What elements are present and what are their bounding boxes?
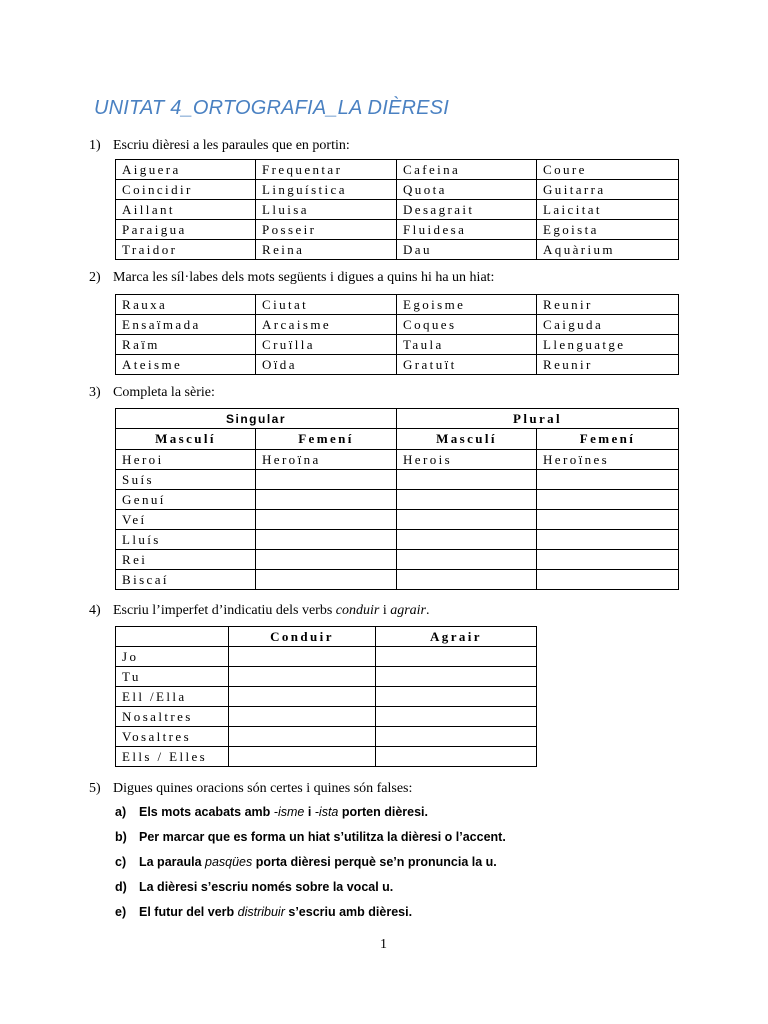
statement-italic: -ista xyxy=(314,805,339,819)
table-row xyxy=(116,727,537,747)
table-row xyxy=(116,180,679,200)
word-cell[interactable]: Rauxa xyxy=(116,295,256,315)
table-row xyxy=(116,510,679,530)
question-number: 3) xyxy=(89,385,101,400)
word-cell: Rei xyxy=(116,550,256,570)
answer-cell[interactable] xyxy=(537,570,679,590)
word-cell[interactable]: Guitarra xyxy=(537,180,679,200)
word-cell[interactable]: Ciutat xyxy=(256,295,397,315)
table-row xyxy=(116,687,537,707)
answer-cell[interactable] xyxy=(397,510,537,530)
statement-italic: -isme xyxy=(273,805,305,819)
word-cell[interactable]: Egoisme xyxy=(397,295,537,315)
table-header-row xyxy=(116,409,679,429)
table-row xyxy=(116,450,679,470)
word-cell: Veí xyxy=(116,510,256,530)
word-cell[interactable]: Oïda xyxy=(256,355,397,375)
word-cell[interactable]: Aiguera xyxy=(116,160,256,180)
word-cell: Heroi xyxy=(116,450,256,470)
question-text: Marca les síl·labes dels mots següents i digues a quins hi ha un hiat: xyxy=(113,270,495,285)
statement-e[interactable] xyxy=(115,905,412,919)
header-agrair: Agrair xyxy=(376,627,537,647)
question-text: i xyxy=(379,603,391,618)
answer-cell[interactable] xyxy=(256,510,397,530)
answer-cell[interactable] xyxy=(256,470,397,490)
statement-letter: d) xyxy=(115,880,127,894)
answer-cell[interactable] xyxy=(256,570,397,590)
statement-text: s’escriu amb dièresi. xyxy=(284,905,413,919)
question-4 xyxy=(89,603,430,619)
answer-cell[interactable] xyxy=(397,490,537,510)
answer-cell[interactable] xyxy=(256,550,397,570)
table-row xyxy=(116,747,537,767)
question-3 xyxy=(89,385,215,401)
word-cell[interactable]: Laicitat xyxy=(537,200,679,220)
word-cell[interactable]: Quota xyxy=(397,180,537,200)
answer-cell[interactable] xyxy=(397,550,537,570)
word-cell[interactable]: Taula xyxy=(397,335,537,355)
word-cell: Suís xyxy=(116,470,256,490)
answer-cell[interactable] xyxy=(397,570,537,590)
table-row xyxy=(116,470,679,490)
table-row xyxy=(116,295,679,315)
table-series xyxy=(115,408,679,590)
pronoun-cell: Ells / Elles xyxy=(116,747,229,767)
statement-text: i xyxy=(304,805,315,819)
word-cell[interactable]: Lluisa xyxy=(256,200,397,220)
pronoun-cell: Ell /Ella xyxy=(116,687,229,707)
word-cell: Heroïna xyxy=(256,450,397,470)
verb-conduir: conduir xyxy=(335,603,380,618)
statement-b[interactable] xyxy=(115,830,506,844)
question-text: Escriu l’imperfet d’indicatiu dels verbs xyxy=(113,603,336,618)
table-row xyxy=(116,355,679,375)
answer-cell[interactable] xyxy=(376,707,537,727)
word-cell[interactable]: Traidor xyxy=(116,240,256,260)
answer-cell[interactable] xyxy=(537,550,679,570)
word-cell: Genuí xyxy=(116,490,256,510)
statement-letter: e) xyxy=(115,905,127,919)
word-cell: Herois xyxy=(397,450,537,470)
statement-c[interactable] xyxy=(115,855,497,869)
word-cell[interactable]: Linguística xyxy=(256,180,397,200)
table-row xyxy=(116,490,679,510)
word-cell[interactable]: Aquàrium xyxy=(537,240,679,260)
table-row xyxy=(116,570,679,590)
table-header-row xyxy=(116,429,679,450)
statement-text: La paraula xyxy=(139,855,205,869)
table-row xyxy=(116,335,679,355)
statement-italic: pasqües xyxy=(205,855,253,869)
question-number: 4) xyxy=(89,603,101,618)
answer-cell[interactable] xyxy=(229,747,376,767)
verb-agrair: agrair xyxy=(390,603,427,618)
word-cell[interactable]: Caiguda xyxy=(537,315,679,335)
table-diaeresis-words xyxy=(115,159,679,260)
table-row xyxy=(116,220,679,240)
statement-letter: a) xyxy=(115,805,127,819)
answer-cell[interactable] xyxy=(376,727,537,747)
word-cell[interactable]: Cruïlla xyxy=(256,335,397,355)
word-cell[interactable]: Reunir xyxy=(537,295,679,315)
word-cell[interactable]: Desagrait xyxy=(397,200,537,220)
answer-cell[interactable] xyxy=(397,530,537,550)
word-cell[interactable]: Raïm xyxy=(116,335,256,355)
statement-a[interactable] xyxy=(115,805,428,819)
answer-cell[interactable] xyxy=(376,687,537,707)
header-empty xyxy=(116,627,229,647)
question-text: . xyxy=(426,603,430,618)
answer-cell[interactable] xyxy=(537,530,679,550)
answer-cell[interactable] xyxy=(376,747,537,767)
page-title: UNITAT 4_ORTOGRAFIA_LA DIÈRESI xyxy=(94,97,449,119)
answer-cell[interactable] xyxy=(397,470,537,490)
header-feminine: Femení xyxy=(256,429,397,450)
page-number: 1 xyxy=(380,937,387,952)
table-header-row xyxy=(116,627,537,647)
statement-letter: b) xyxy=(115,830,127,844)
answer-cell[interactable] xyxy=(229,667,376,687)
word-cell[interactable]: Ateisme xyxy=(116,355,256,375)
question-text: Completa la sèrie: xyxy=(113,385,215,400)
header-conduir: Conduir xyxy=(229,627,376,647)
header-singular: Singular xyxy=(116,409,397,429)
statement-text: El futur del verb xyxy=(139,905,238,919)
pronoun-cell: Tu xyxy=(116,667,229,687)
table-row xyxy=(116,707,537,727)
statement-text: Per marcar que es forma un hiat s’utilitza la dièresi o l’accent. xyxy=(139,830,506,844)
answer-cell[interactable] xyxy=(376,667,537,687)
statement-text: porten dièresi. xyxy=(338,805,428,819)
pronoun-cell: Vosaltres xyxy=(116,727,229,747)
word-cell[interactable]: Coure xyxy=(537,160,679,180)
answer-cell[interactable] xyxy=(537,490,679,510)
statement-letter: c) xyxy=(115,855,127,869)
header-masculine: Masculí xyxy=(116,429,256,450)
question-number: 1) xyxy=(89,138,101,153)
table-row xyxy=(116,530,679,550)
word-cell[interactable]: Posseir xyxy=(256,220,397,240)
table-row xyxy=(116,160,679,180)
answer-cell[interactable] xyxy=(229,687,376,707)
question-5 xyxy=(89,781,412,797)
answer-cell[interactable] xyxy=(537,470,679,490)
word-cell[interactable]: Egoista xyxy=(537,220,679,240)
word-cell: Heroïnes xyxy=(537,450,679,470)
word-cell: Lluís xyxy=(116,530,256,550)
answer-cell[interactable] xyxy=(229,727,376,747)
statement-text: La dièresi s’escriu només sobre la vocal u. xyxy=(139,880,394,894)
word-cell[interactable]: Llenguatge xyxy=(537,335,679,355)
question-1 xyxy=(89,138,350,154)
word-cell[interactable]: Cafeina xyxy=(397,160,537,180)
question-number: 5) xyxy=(89,781,101,796)
word-cell[interactable]: Coincidir xyxy=(116,180,256,200)
statement-text: Els mots acabats amb xyxy=(139,805,274,819)
word-cell[interactable]: Paraigua xyxy=(116,220,256,240)
table-row xyxy=(116,200,679,220)
word-cell[interactable]: Ensaïmada xyxy=(116,315,256,335)
question-2 xyxy=(89,270,494,286)
answer-cell[interactable] xyxy=(256,490,397,510)
table-imperfect xyxy=(115,626,537,767)
word-cell[interactable]: Fluidesa xyxy=(397,220,537,240)
answer-cell[interactable] xyxy=(537,510,679,530)
statement-italic: distribuir xyxy=(237,905,285,919)
pronoun-cell: Jo xyxy=(116,647,229,667)
answer-cell[interactable] xyxy=(256,530,397,550)
pronoun-cell: Nosaltres xyxy=(116,707,229,727)
word-cell[interactable]: Coques xyxy=(397,315,537,335)
word-cell[interactable]: Reina xyxy=(256,240,397,260)
question-text: Escriu dièresi a les paraules que en portin: xyxy=(113,138,350,153)
header-plural: Plural xyxy=(397,409,679,429)
question-number: 2) xyxy=(89,270,101,285)
word-cell[interactable]: Gratuït xyxy=(397,355,537,375)
answer-cell[interactable] xyxy=(229,707,376,727)
word-cell: Biscaí xyxy=(116,570,256,590)
word-cell[interactable]: Arcaisme xyxy=(256,315,397,335)
table-row xyxy=(116,315,679,335)
word-cell[interactable]: Aillant xyxy=(116,200,256,220)
answer-cell[interactable] xyxy=(229,647,376,667)
word-cell[interactable]: Frequentar xyxy=(256,160,397,180)
header-masculine: Masculí xyxy=(397,429,537,450)
word-cell[interactable]: Dau xyxy=(397,240,537,260)
table-row xyxy=(116,550,679,570)
question-text: Digues quines oracions són certes i quines són falses: xyxy=(113,781,413,796)
table-row xyxy=(116,667,537,687)
table-row xyxy=(116,240,679,260)
answer-cell[interactable] xyxy=(376,647,537,667)
header-feminine: Femení xyxy=(537,429,679,450)
word-cell[interactable]: Reunir xyxy=(537,355,679,375)
statement-d[interactable] xyxy=(115,880,393,894)
table-syllables xyxy=(115,294,679,375)
statement-text: porta dièresi perquè se’n pronuncia la u. xyxy=(252,855,497,869)
table-row xyxy=(116,647,537,667)
